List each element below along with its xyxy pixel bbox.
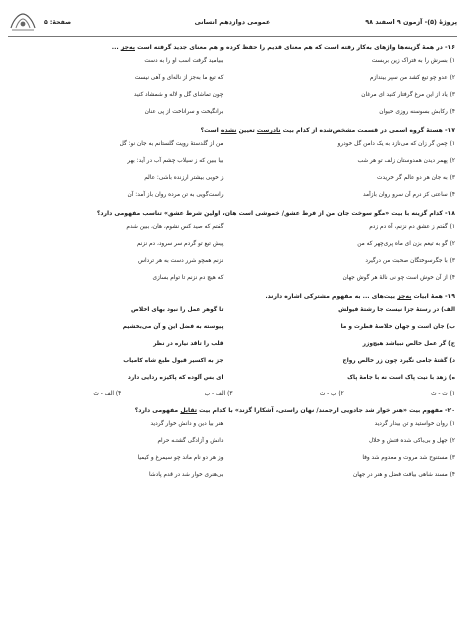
verse: ه) زهد با نیت پاک است نه با جامهٔ پاک xyxy=(347,375,455,381)
verse: بی‌هنری خوار شد در قدم پادشا xyxy=(149,472,224,478)
verse: ۴) مسند شاهی بیافت فضل و هنر در جهان xyxy=(353,472,455,478)
verse: ۱) بسرش را به فتراک زین بربست xyxy=(371,58,455,64)
verse: وز هر دو نام ماند چو سیمرغ و کیمیا xyxy=(137,455,224,461)
question-18: ۱۸- کدام گزینه با بیت «مگو سوخت جان من از فرط عشق/ خموشی است هان، اولین شرط عشق» تناسب مفهومی دارد؟ xyxy=(96,210,455,217)
verse: قلب را تاقد نیاره در نظر xyxy=(153,341,224,347)
verse: ۲) پهمر دیدن همدوستان زلف تو هر شب xyxy=(357,158,455,164)
question-16-lines xyxy=(10,53,455,121)
verse: دانش و آزادگی گشتـه حرام xyxy=(157,438,224,444)
verse: ۱) چمن گر زان که می‌نازد به یک دامن گل خودرو xyxy=(337,141,455,147)
verse: ۳) مستنوح شد مروت و معدوم شد وفا xyxy=(362,455,455,461)
question-20-lines xyxy=(10,416,455,484)
verse: چون تماشای گل و لاله و شمشاد کنید xyxy=(133,92,224,98)
verse: جز به اکسیر قبول طبع شاه کامیاب xyxy=(123,358,224,364)
verse: هنر بیا دین و دانش خوار گردید xyxy=(150,421,224,427)
answer-option[interactable]: ۲) ب - ت xyxy=(319,391,344,397)
questions xyxy=(10,42,455,484)
question-17-lines xyxy=(10,136,455,204)
verse: گفتم که صید کس نشوم، هان، ببین شدم xyxy=(126,224,224,230)
verse: نزنم همچو شرر دست به هر ترداس xyxy=(137,258,224,264)
verse: ۴) از آن خوش است چو نی نالهٔ هر گوش جهان xyxy=(342,275,455,281)
verse: پیش تیغ تو گردم سر سرود، دم نزنم xyxy=(136,241,224,247)
verse: ۴) ساعتی کز درم آن سرو روان بازآمد xyxy=(362,192,455,198)
verse: ۴) رکابش بسوسنه روزی حیوان xyxy=(379,109,455,115)
verse: ببیامید گرفت اسب او را به دست xyxy=(144,58,224,64)
verse: بیا ببین که ز سیلاب چشم آب در آید: بهر xyxy=(127,158,224,164)
question-17: ۱۷- هستهٔ گروه اسمی در قسمت مشخص‌شده از کدام بیت نادرست تعیین نشده است؟ xyxy=(200,127,455,134)
subject-title: عمومی دوازدهم انسانی xyxy=(194,18,271,26)
verse: تا گوهر عمل را نبود بهای اخلاص xyxy=(131,307,224,313)
question-16: ۱۶- در همهٔ گزینه‌ها واژهای به‌کار رفته است که هم معنای قدیم را حفظ کرده و هم معنای جدید گرفته است به‌جز ... xyxy=(111,44,455,51)
answer-option[interactable]: ۱) ت - ث xyxy=(431,391,455,397)
header-divider xyxy=(8,36,457,37)
foundation-logo-icon xyxy=(8,10,38,34)
verse: که تیغ ما به‌جز از ناله‌ای و آهی نیست xyxy=(134,75,224,81)
verse: راست‌گویی به تن مرده روان باز آمد: آن xyxy=(127,192,224,198)
answer-option[interactable]: ۴) الف - ث xyxy=(93,391,122,397)
verse: ۲) گو به تیغم بزن ای ماه پری‌چهر که من xyxy=(357,241,455,247)
question-19-lines xyxy=(10,302,455,387)
verse: که هیچ دم نزنم تا توام بسازی xyxy=(152,275,224,281)
verse: د) گفتهٔ جامی نگیرد چون زر خالص رواج xyxy=(342,358,455,364)
verse: ۱) روان خواستید و تن بیدار گردید xyxy=(374,421,455,427)
verse: برانگیخت و سراناخت از پی عنان xyxy=(144,109,224,115)
verse: ای بس آلوده که پاکیزه ردایی دارد xyxy=(127,375,224,381)
question-19: ۱۹- همهٔ ابیات به‌جز بیت‌های ... به مفهوم مشترکی اشاره دارند. xyxy=(265,293,455,300)
verse: ۲) جهل و بی‌باکی شده فتش و خلال xyxy=(368,438,455,444)
verse: ب) جان است و جهان خلاصهٔ فطرت و ما xyxy=(340,324,455,330)
verse: ۲) عدو چو تیغ کشد من سپر بیندازم xyxy=(369,75,455,81)
verse: ۳) یاد از این مرغ گرفتار کنید ای مرغان xyxy=(361,92,455,98)
verse: ج) گر عمل خالص نبیاشد هیچ‌وزر xyxy=(362,341,455,347)
header-left xyxy=(8,10,138,34)
question-18-lines xyxy=(10,219,455,287)
question-20: ۲۰- مفهوم بیت «هنر خوار شد جادویی ارجمند/ نهان راستی، آشکارا گزند» با کدام بیت تقابل مفهومی دارد؟ xyxy=(134,407,455,414)
verse: پیوسته به فضل این و آن می‌بخشیم xyxy=(122,324,224,330)
exam-title: پروژۀ (۵)- آزمون ۹ اسفند ۹۸ xyxy=(365,18,457,26)
verse: ۱) گفتم ز عشق دم نزنم، آه دم زدم xyxy=(369,224,455,230)
verse: ۳) به جان هر دو عالم گر خریدت xyxy=(377,175,455,181)
verse: من از گلدستهٔ رویت گلستانم به جان نو: گل xyxy=(119,141,224,147)
verse: ۳) با جگرسوختگان صحبت من درگیرد xyxy=(365,258,455,264)
question-19-options xyxy=(10,387,455,401)
verse: الف) در رستهٔ جزا نیست جا رشتهٔ فیولش xyxy=(338,307,455,313)
page-number: صفحهٔ: ۵ xyxy=(44,18,72,26)
verse: ز خوبی بیشتر ارزنده باشی: عالم xyxy=(144,175,224,181)
answer-option[interactable]: ۳) الف - ب xyxy=(204,391,233,397)
page-header xyxy=(8,8,457,36)
